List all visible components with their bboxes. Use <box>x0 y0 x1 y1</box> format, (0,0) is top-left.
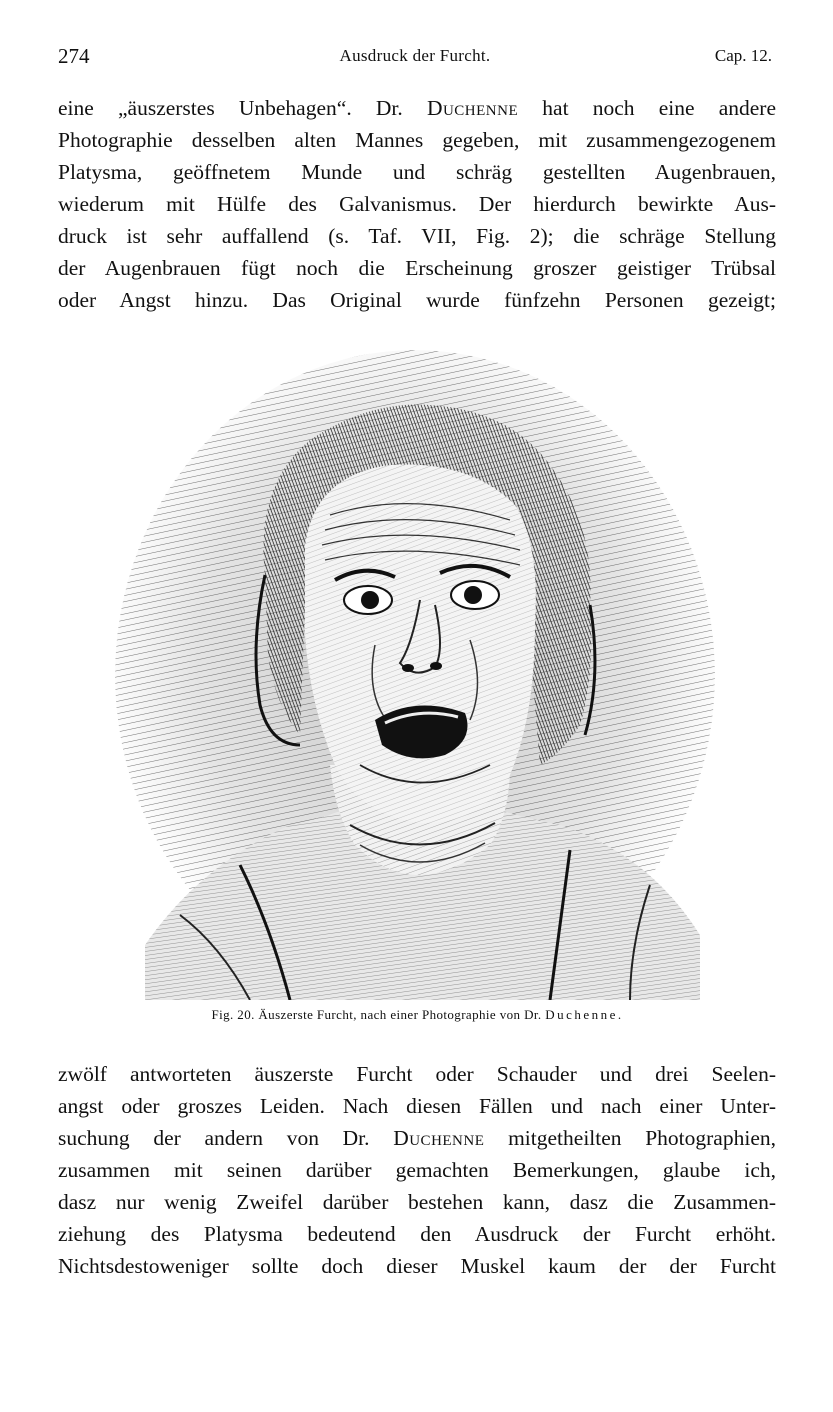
text-line <box>58 1122 776 1154</box>
text-line <box>58 220 776 252</box>
caption-end: . <box>617 1007 622 1022</box>
text-segment: Nichtsdestoweniger sollte doch dieser Muskel kaum der der Furcht <box>58 1254 776 1278</box>
text-line <box>58 1218 776 1250</box>
text-segment: druck ist sehr auffallend (s. Taf. VII, Fig. 2); die schräge Stellung <box>58 224 776 248</box>
caption-text: Fig. 20. Äuszerste Furcht, nach einer Photographie von Dr. <box>211 1007 546 1022</box>
text-line <box>58 1058 776 1090</box>
text-line <box>58 252 776 284</box>
text-segment: oder Angst hinzu. Das Original wurde fünfzehn Personen gezeigt; <box>58 288 776 312</box>
text-segment: hat noch eine andere <box>518 96 776 120</box>
text-line <box>58 124 776 156</box>
text-segment: dasz nur wenig Zweifel darüber bestehen kann, dasz die Zusammen- <box>58 1190 776 1214</box>
figure-engraving <box>90 345 740 1000</box>
caption-author: Duchenne <box>545 1007 618 1022</box>
text-line <box>58 156 776 188</box>
text-segment: suchung der andern von Dr. <box>58 1126 394 1150</box>
page-number: 274 <box>58 44 90 68</box>
page-header <box>58 44 772 72</box>
paragraph-top <box>58 92 776 316</box>
text-line <box>58 284 776 316</box>
chapter-label: Cap. 12. <box>714 46 772 65</box>
text-segment: ziehung des Platysma bedeutend den Ausdruck der Furcht erhöht. <box>58 1222 776 1246</box>
figure-caption <box>0 1007 833 1023</box>
text-segment: mitgetheilten Photographien, <box>484 1126 776 1150</box>
text-line <box>58 1090 776 1122</box>
text-line <box>58 92 776 124</box>
text-line <box>58 1154 776 1186</box>
text-segment: zusammen mit seinen darüber gemachten Bemerkungen, glaube ich, <box>58 1158 776 1182</box>
text-segment: eine „äuszerstes Unbehagen“. Dr. <box>58 96 427 120</box>
text-line <box>58 1186 776 1218</box>
text-segment: angst oder groszes Leiden. Nach diesen Fällen und nach einer Unter- <box>58 1094 776 1118</box>
text-segment: Photographie desselben alten Mannes gegeben, mit zusammengezogenem <box>58 128 776 152</box>
running-title: Ausdruck der Furcht. <box>339 46 491 65</box>
text-segment: der Augenbrauen fügt noch die Erscheinung groszer geistiger Trübsal <box>58 256 776 280</box>
author-name: Duchenne <box>426 96 519 120</box>
face <box>305 465 536 824</box>
author-name: Duchenne <box>393 1126 485 1150</box>
text-segment: Platysma, geöffnetem Munde und schräg gestellten Augenbrauen, <box>58 160 776 184</box>
text-segment: wiederum mit Hülfe des Galvanismus. Der hierdurch bewirkte Aus- <box>58 192 776 216</box>
text-line <box>58 1250 776 1282</box>
text-line <box>58 188 776 220</box>
text-segment: zwölf antworteten äuszerste Furcht oder Schauder und drei Seelen- <box>58 1062 776 1086</box>
fear-face-engraving <box>90 345 740 1000</box>
paragraph-bottom <box>58 1058 776 1282</box>
